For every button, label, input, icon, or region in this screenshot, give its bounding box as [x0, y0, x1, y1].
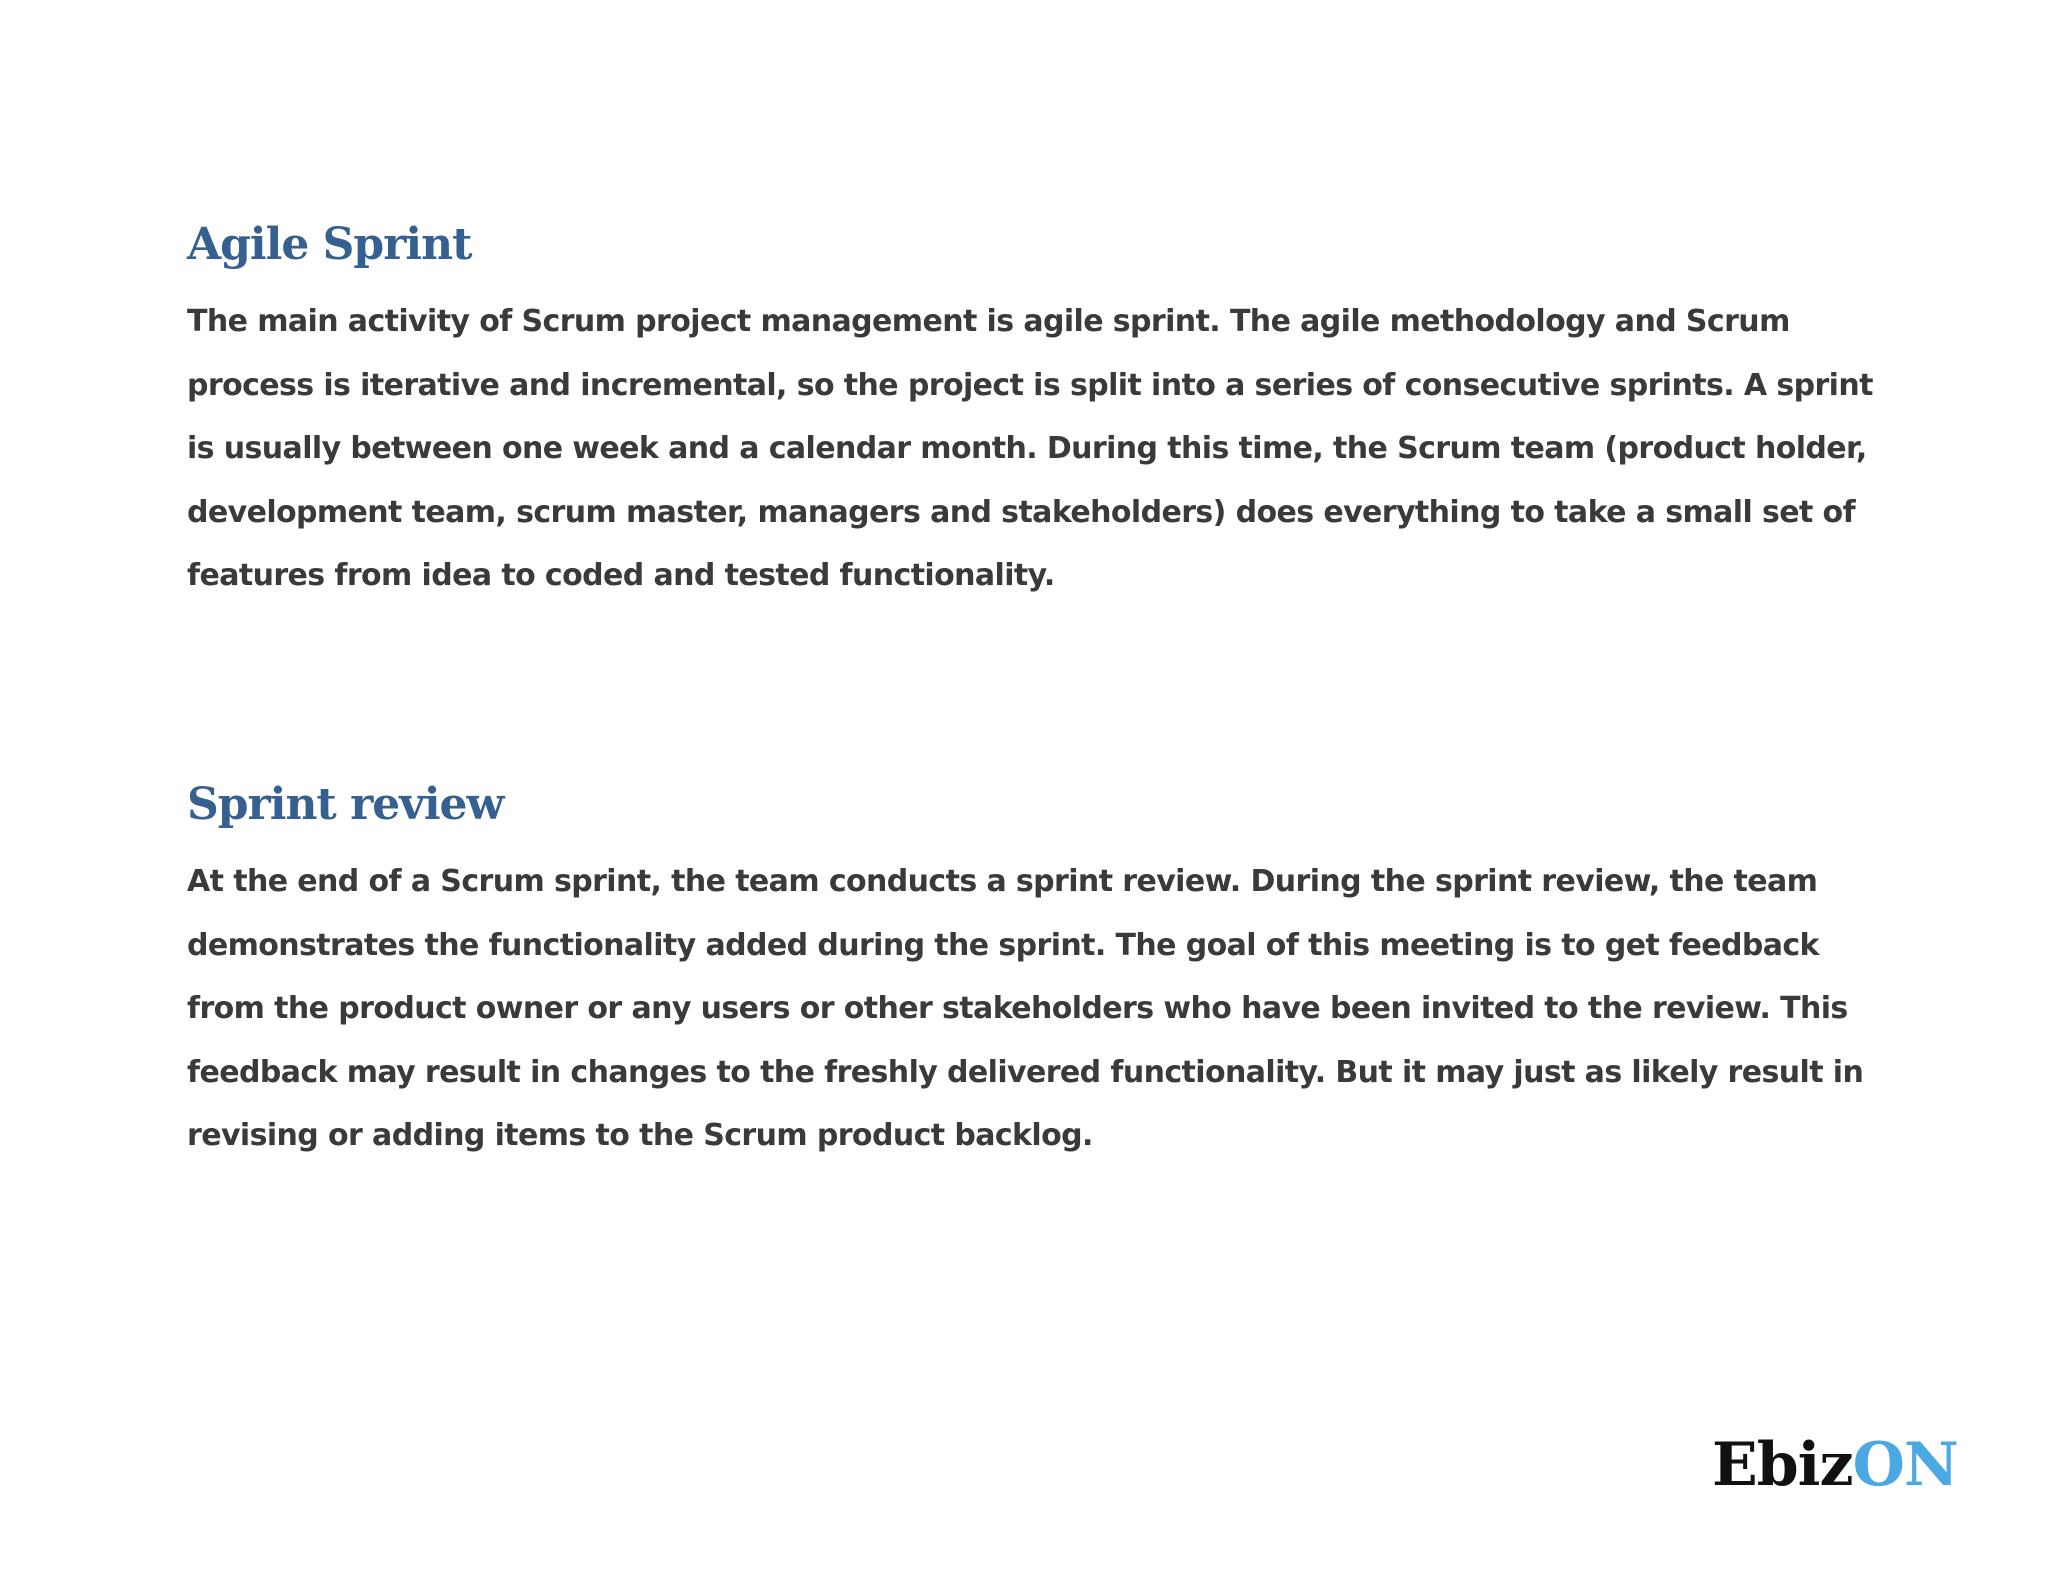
ebizon-logo: [1712, 1430, 2002, 1500]
section-body: The main activity of Scrum project management is agile sprint. The agile methodology and Scrum process is iterative and incremental, so the project is split into a series of consecutive sprints. A sprint is usually between one week and a calendar month. During this time, the Scrum team (product holder, development team, scrum master, managers and stakeholders) does everything to take a small set of features from idea to coded and tested functionality.: [187, 304, 1873, 593]
section-heading: Agile Sprint: [187, 219, 472, 270]
section-heading: Sprint review: [187, 779, 504, 830]
logo-text-dark: Ebiz: [1712, 1430, 1853, 1500]
section-agile-sprint: [187, 218, 1887, 608]
section-sprint-review: [187, 778, 1887, 1168]
logo-text-accent: ON: [1852, 1430, 1958, 1500]
section-body: At the end of a Scrum sprint, the team conducts a sprint review. During the sprint review, the team demonstrates the functionality added during the sprint. The goal of this meeting is to get feedback from the product owner or any users or other stakeholders who have been invited to the review. This feedback may result in changes to the freshly delivered functionality. But it may just as likely result in revising or adding items to the Scrum product backlog.: [187, 864, 1864, 1153]
